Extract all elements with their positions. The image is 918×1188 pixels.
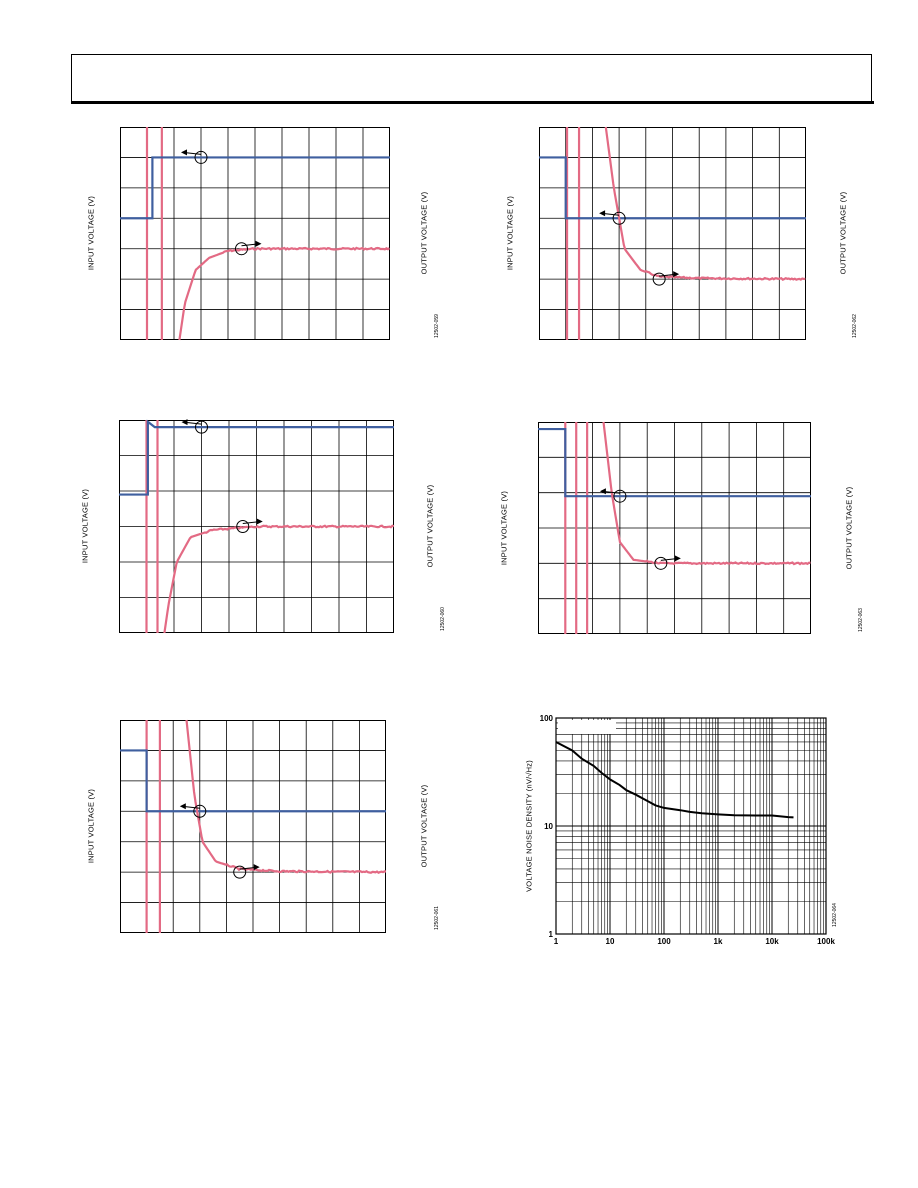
x-tick-label: 100k [817, 937, 835, 946]
scope-plot-4 [538, 422, 811, 634]
input-voltage-label: INPUT VOLTAGE (V) [499, 490, 509, 566]
output-trace [187, 720, 387, 873]
input-voltage-label: INPUT VOLTAGE (V) [505, 195, 515, 271]
output-voltage-label: OUTPUT VOLTAGE (V) [838, 191, 848, 275]
output-voltage-label: OUTPUT VOLTAGE (V) [844, 486, 854, 570]
figure-code: 12502-060 [440, 607, 446, 631]
output-arrow-head [257, 519, 263, 525]
input-arrow-head [599, 210, 605, 216]
scope-plot-1 [120, 127, 390, 340]
header-rule [71, 101, 874, 104]
output-voltage-label: OUTPUT VOLTAGE (V) [425, 484, 435, 568]
output-voltage-label: OUTPUT VOLTAGE (V) [419, 191, 429, 275]
figure-code: 12502-064 [832, 903, 838, 927]
input-voltage-label: INPUT VOLTAGE (V) [86, 788, 96, 864]
page-header [71, 54, 872, 101]
noise-density-curve [556, 742, 794, 817]
output-trace [164, 526, 394, 633]
grid [120, 127, 390, 340]
input-arrow-head [180, 803, 186, 809]
x-tick-label: 1 [553, 937, 559, 946]
scope-plot-5 [120, 720, 386, 933]
noise-density-ylabel: VOLTAGE NOISE DENSITY (nV/√Hz) [524, 760, 534, 892]
grid [538, 422, 811, 634]
log-grid [556, 718, 826, 934]
output-voltage-label: OUTPUT VOLTAGE (V) [419, 784, 429, 868]
figure-code: 12502-061 [434, 906, 440, 930]
noise-density-plot [530, 710, 850, 950]
y-tick-label: 10 [544, 822, 553, 831]
figure-code: 12502-059 [434, 314, 440, 338]
x-tick-label: 1k [713, 937, 723, 946]
scope-plot-3 [119, 420, 394, 633]
scope-plot-2 [539, 127, 806, 340]
output-arrow-head [256, 241, 262, 247]
output-arrow-head [675, 555, 681, 561]
figure-code: 12502-062 [852, 314, 858, 338]
legend-area [558, 720, 616, 734]
y-tick-label: 1 [548, 930, 553, 939]
input-arrow-head [600, 488, 606, 494]
output-trace [606, 127, 806, 280]
input-arrow-head [181, 149, 187, 155]
output-trace [179, 248, 389, 340]
input-voltage-label: INPUT VOLTAGE (V) [80, 488, 90, 564]
x-tick-label: 100 [657, 937, 671, 946]
figure-code: 12502-063 [858, 608, 864, 632]
x-tick-label: 10k [765, 937, 779, 946]
x-tick-label: 10 [605, 937, 615, 946]
input-voltage-label: INPUT VOLTAGE (V) [86, 195, 96, 271]
y-tick-label: 100 [539, 714, 553, 723]
